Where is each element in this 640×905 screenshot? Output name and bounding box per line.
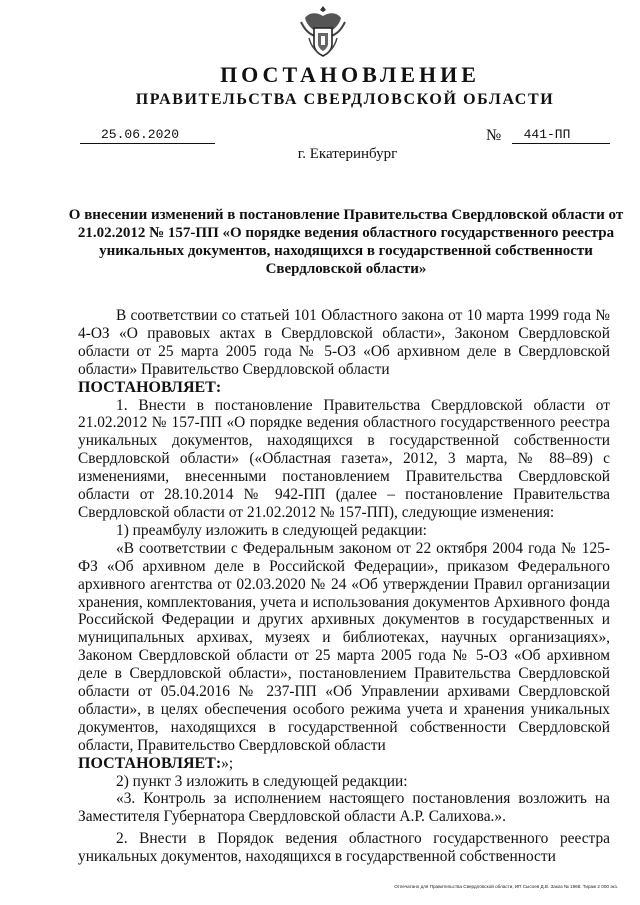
coat-of-arms-emblem: [299, 4, 347, 58]
document-number: 441-ПП: [523, 127, 571, 142]
item-1-1-paragraph: 1) преамбулу изложить в следующей редакции:: [116, 521, 427, 539]
item-1-2-paragraph: 2) пункт 3 изложить в следующей редакции:: [116, 772, 408, 790]
decree-word-2: [78, 755, 610, 773]
decree-tail: »;: [221, 754, 234, 772]
document-date: 25.06.2020: [100, 127, 179, 142]
decree-word: [78, 379, 610, 397]
quote-2-paragraph: «3. Контроль за исполнением настоящего постановления возложить на Заместителя Губернатора Свердловской области А.Р. Салихова.».: [78, 790, 610, 826]
print-footer: Отпечатано для Правительства Свердловской области, ИП Сысоев Д.В. Заказ № 1968. Тираж 2 000 экз.: [394, 884, 618, 889]
date-underline: [80, 143, 215, 144]
document-title: ПОСТАНОВЛЕНИЕ: [220, 62, 480, 87]
decree-word-2-text: ПОСТАНОВЛЯЕТ:: [78, 754, 222, 772]
number-underline: [512, 143, 610, 144]
document-body: [78, 307, 610, 866]
document-city: г. Екатеринбург: [297, 146, 398, 162]
decree-word-text: ПОСТАНОВЛЯЕТ:: [78, 378, 222, 396]
quote-1-paragraph: «В соответствии с Федеральным законом от 22 октября 2004 года № 125-ФЗ «Об архивном деле в Российской Федерации», приказом Федерального архивного агентства от 02.03.2020 № 24 «Об утверждении Правил организации хранения, комплектования, учета и использования документов Архивного фонда Российской Федерации и других архивных документов в государственных и муниципальных архивах, музеях и библиотеках, научных организациях», Законом Свердловской области от 25 марта 2005 года № 5-ОЗ «Об архивном деле в Свердловской области», постановлением Правительства Свердловской области от 05.04.2016 № 237-ПП «Об Управлении архивами Свердловской области», в целях обеспечения особого режима учета и хранения уникальных документов, находящихся в государственной собственности Свердловской области, Правительство Свердловской области: [78, 539, 610, 754]
intro-paragraph: В соответствии со статьей 101 Областного закона от 10 марта 1999 года № 4-ОЗ «О правовых актах в Свердловской области», Законом Свердловской области от 25 марта 2005 года № 5-ОЗ «Об архивном деле в Свердловской области» Правительство Свердловской области: [78, 307, 610, 378]
item-2-paragraph: 2. Внести в Порядок ведения областного государственного реестра уникальных документов, находящихся в государственной собственности: [78, 830, 610, 866]
document-subtitle: ПРАВИТЕЛЬСТВА СВЕРДЛОВСКОЙ ОБЛАСТИ: [135, 91, 555, 108]
item-1-paragraph: 1. Внести в постановление Правительства Свердловской области от 21.02.2012 № 157-ПП «О порядке ведения областного государственного реестра уникальных документов, находящихся в государственной собственности Свердловской области» («Областная газета», 2012, 3 марта, № 88–89) с изменениями, внесенными постановлением Правительства Свердловской области от 28.10.2014 № 942-ПП (далее – постановление Правительства Свердловской области от 21.02.2012 № 157-ПП), следующие изменения:: [78, 396, 610, 521]
document-heading: О внесении изменений в постановление Правительства Свердловской области от 21.02.2012 № 157-ПП «О порядке ведения областного государственного реестра уникальных документов, находящихся в государственной собственности Свердловской области»: [68, 207, 624, 277]
number-sign: №: [486, 127, 502, 144]
